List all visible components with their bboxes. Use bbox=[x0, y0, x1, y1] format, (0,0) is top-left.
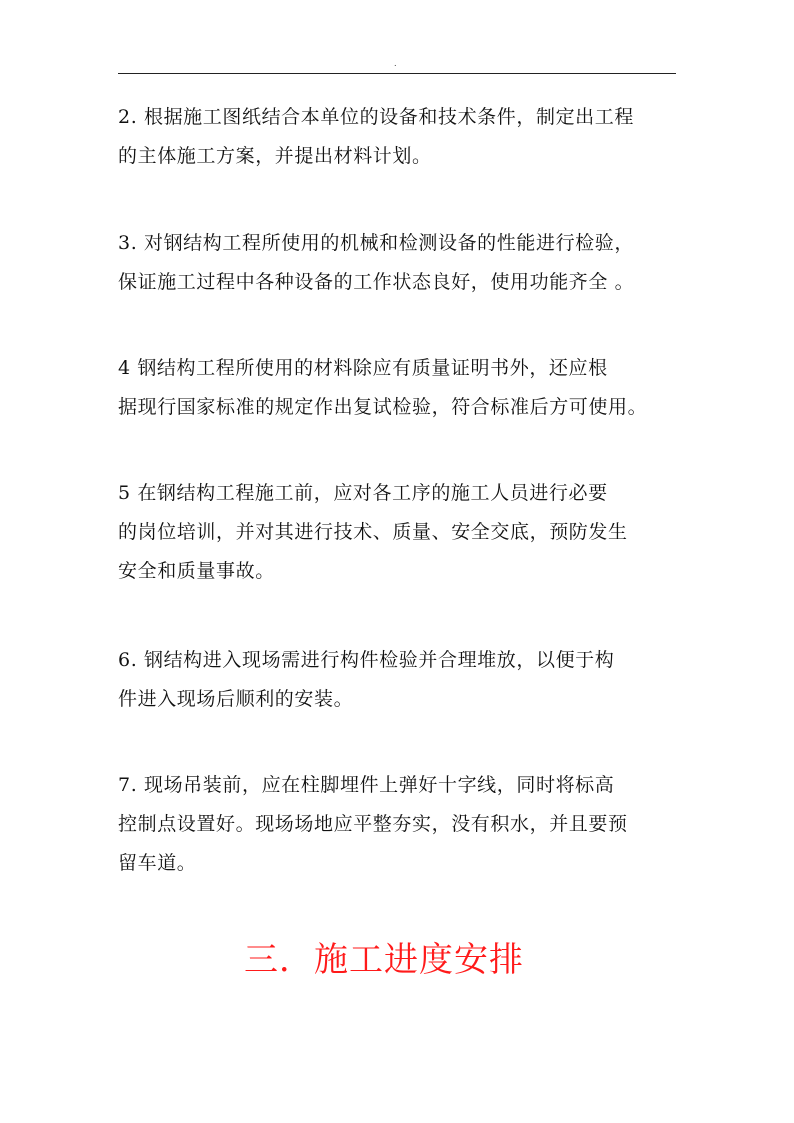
paragraph-line: 5 在钢结构工程施工前，应对各工序的施工人员进行必要 bbox=[118, 482, 608, 504]
paragraph-5 bbox=[118, 474, 678, 591]
paragraph-line: 4 钢结构工程所使用的材料除应有质量证明书外，还应根 bbox=[118, 357, 608, 379]
paragraph-line: 2. 根据施工图纸结合本单位的设备和技术条件，制定出工程 bbox=[118, 106, 634, 128]
paragraph-line: 6. 钢结构进入现场需进行构件检验并合理堆放，以便于构 bbox=[118, 649, 615, 671]
paragraph-line: 安全和质量事故。 bbox=[118, 560, 275, 582]
paragraph-2 bbox=[118, 98, 678, 176]
paragraph-line: 3. 对钢结构工程所使用的机械和检测设备的性能进行检验， bbox=[118, 232, 634, 254]
paragraph-3 bbox=[118, 224, 678, 302]
paragraph-4 bbox=[118, 349, 678, 427]
paragraph-line: 的岗位培训，并对其进行技术、质量、安全交底，预防发生 bbox=[118, 521, 628, 543]
paragraph-line: 保证施工过程中各种设备的工作状态良好，使用功能齐全 。 bbox=[118, 271, 635, 293]
paragraph-6 bbox=[118, 641, 678, 719]
paragraph-line: 留车道。 bbox=[118, 852, 197, 874]
paragraph-line: 控制点设置好。现场场地应平整夯实，没有积水，并且要预 bbox=[118, 813, 628, 835]
section-heading: 三．施工进度安排 bbox=[244, 940, 524, 980]
paragraph-line: 据现行国家标准的规定作出复试检验，符合标准后方可使用。 bbox=[118, 396, 648, 418]
header-mark: . bbox=[394, 59, 397, 68]
paragraph-line: 7. 现场吊装前，应在柱脚埋件上弹好十字线，同时将标高 bbox=[118, 774, 615, 796]
header-rule bbox=[118, 73, 676, 74]
paragraph-line: 的主体施工方案，并提出材料计划。 bbox=[118, 145, 432, 167]
paragraph-7 bbox=[118, 766, 678, 883]
paragraph-line: 件进入现场后顺利的安装。 bbox=[118, 688, 354, 710]
